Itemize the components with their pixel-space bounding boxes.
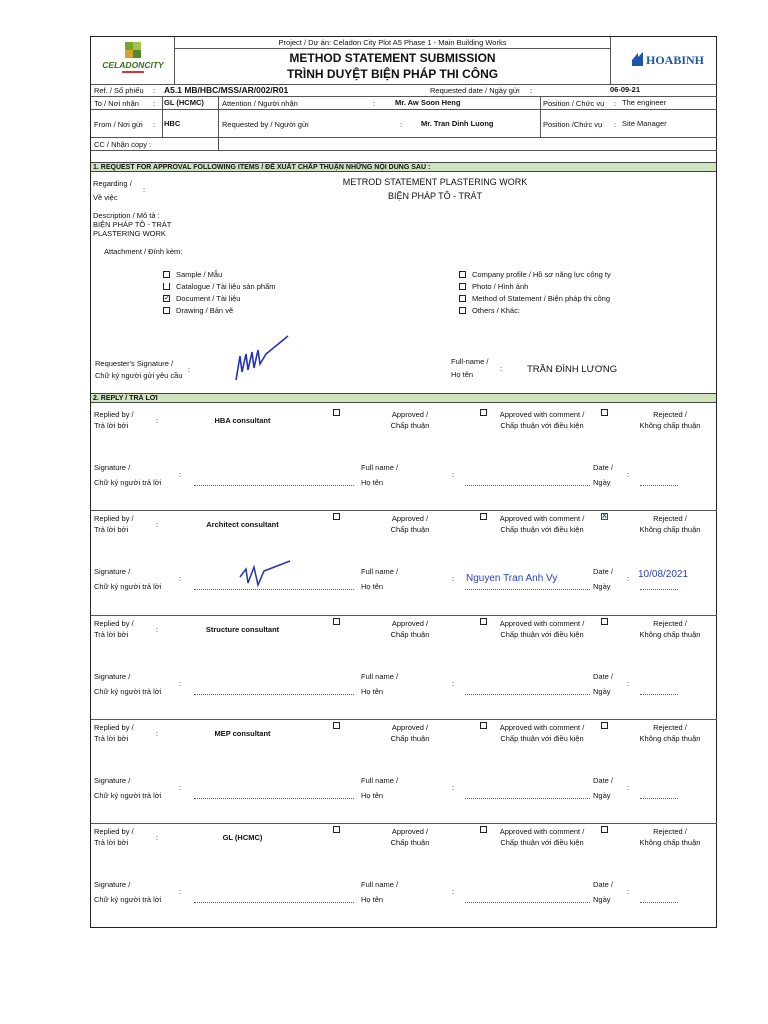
replied-by-label-vi: Trả lời bởi — [94, 525, 129, 534]
colon: : — [452, 470, 455, 479]
colon: : — [179, 574, 182, 583]
approved-with-comment-label-vi: Chấp thuận với điều kiện — [500, 630, 584, 639]
date-line[interactable] — [640, 798, 678, 799]
date-line[interactable] — [640, 589, 678, 590]
signature-label: Signature / — [94, 776, 131, 785]
ref-label: Ref. / Số phiếu — [94, 86, 144, 95]
attachment-document-label: Document / Tài liệu — [176, 294, 241, 303]
approved-with-comment-label: Approved with comment / — [499, 619, 585, 628]
requester-sig-label-2: Chữ ký người gửi yêu cầu — [95, 371, 183, 380]
colon: : — [452, 783, 455, 792]
attention-value: Mr. Aw Soon Heng — [395, 98, 461, 107]
approved-with-comment-label: Approved with comment / — [499, 514, 585, 523]
colon: : — [156, 625, 159, 634]
colon: : — [156, 729, 159, 738]
reply-divider — [91, 510, 717, 511]
approved-with-comment-checkbox[interactable] — [480, 722, 487, 729]
replied-by-value: Architect consultant — [206, 520, 279, 529]
replied-by-label: Replied by / — [94, 723, 134, 732]
regarding-label-2: Về việc — [93, 193, 118, 202]
rejected-checkbox[interactable] — [601, 618, 608, 625]
title-en: METHOD STATEMENT SUBMISSION — [289, 51, 496, 65]
fullname-label: Full name / — [361, 672, 399, 681]
section1-heading: 1. REQUEST FOR APPROVAL FOLLOWING ITEMS / ĐỀ XUẤT CHẤP THUẬN NHỮNG NỘI DUNG SAU : — [91, 162, 716, 172]
regarding-value-2: BIỆN PHÁP TÔ - TRÁT — [387, 191, 483, 201]
rejected-label: Rejected / — [653, 410, 687, 419]
colon: : — [179, 887, 182, 896]
fullname-label: Full name / — [361, 567, 399, 576]
replied-by-label-vi: Trả lời bởi — [94, 838, 129, 847]
approved-label: Approved / — [391, 514, 429, 523]
replied-by-value: HBA consultant — [214, 416, 271, 425]
approved-with-comment-checkbox[interactable] — [480, 826, 487, 833]
approved-with-comment-checkbox[interactable] — [480, 513, 487, 520]
date-line[interactable] — [640, 485, 678, 486]
celadon-logo — [96, 40, 170, 80]
approved-label-vi: Chấp thuận — [390, 525, 430, 534]
approved-label-vi: Chấp thuận — [390, 734, 430, 743]
replied-by-label-vi: Trả lời bởi — [94, 734, 129, 743]
project-name: Project / Dự án: Celadon City Plot A5 Phase 1 - Main Building Works — [278, 38, 507, 47]
attachment-sample-checkbox[interactable] — [163, 271, 170, 278]
info-divider-2 — [91, 96, 717, 97]
approved-with-comment-label: Approved with comment / — [499, 410, 585, 419]
approved-checkbox[interactable] — [333, 722, 340, 729]
attachment-catalogue-checkbox[interactable] — [163, 283, 170, 290]
description-label: Description / Mô tả : — [93, 211, 160, 220]
approved-checkbox[interactable] — [333, 409, 340, 416]
approved-checkbox[interactable] — [333, 826, 340, 833]
colon: : — [452, 574, 455, 583]
attachment-drawing-checkbox[interactable] — [163, 307, 170, 314]
rejected-label-vi: Không chấp thuận — [639, 630, 701, 639]
date-label: Date / — [593, 463, 614, 472]
fullname-label-2: Họ tên — [451, 370, 474, 379]
approved-with-comment-label-vi: Chấp thuận với điều kiện — [500, 421, 584, 430]
requester-signature — [228, 332, 292, 382]
reply-date-value: 10/08/2021 — [638, 569, 689, 580]
attachment-sample-label: Sample / Mẫu — [176, 270, 223, 279]
requester-sig-label-1: Requester's Signature / — [95, 359, 174, 368]
fullname-line[interactable] — [465, 902, 590, 903]
description-value-1: BIỆN PHÁP TÔ - TRÁT — [93, 220, 172, 229]
approved-label-vi: Chấp thuận — [390, 421, 430, 430]
date-label: Date / — [593, 776, 614, 785]
rejected-checkbox[interactable] — [601, 722, 608, 729]
position-label-2: Position /Chức vụ — [543, 120, 603, 129]
celadon-logo-text: CELADONCITY — [102, 60, 164, 70]
colon: : — [156, 520, 159, 529]
reply-fullname-value: Nguyen Tran Anh Vy — [466, 573, 558, 584]
cc-label: CC / Nhận copy : — [94, 140, 152, 149]
colon: : — [627, 783, 630, 792]
info-divider-4 — [91, 137, 717, 138]
fullname-line[interactable] — [465, 798, 590, 799]
info-vline-2 — [218, 96, 219, 150]
fullname-line[interactable] — [465, 485, 590, 486]
date-label: Date / — [593, 672, 614, 681]
attachment-method-label: Method of Statement / Biện pháp thi công — [472, 294, 611, 303]
colon: : — [179, 679, 182, 688]
rejected-checkbox[interactable]: X — [602, 513, 607, 520]
fullname-label: Full name / — [361, 880, 399, 889]
signature-label-vi: Chữ ký người trả lời — [94, 478, 162, 487]
requested-by-label: Requested by / Người gửi — [222, 120, 309, 129]
signature-label-vi: Chữ ký người trả lời — [94, 791, 162, 800]
colon: : — [627, 679, 630, 688]
colon: : — [627, 887, 630, 896]
replied-by-label-vi: Trả lời bởi — [94, 630, 129, 639]
position-label-1: Position / Chức vụ — [543, 99, 605, 108]
replied-by-value: MEP consultant — [214, 729, 271, 738]
replied-by-label: Replied by / — [94, 827, 134, 836]
colon: : — [452, 679, 455, 688]
attention-label: Attention / Người nhận — [222, 99, 298, 108]
rejected-label-vi: Không chấp thuận — [639, 734, 701, 743]
date-label-vi: Ngày — [593, 791, 611, 800]
date-label-vi: Ngày — [593, 478, 611, 487]
rejected-label-vi: Không chấp thuận — [639, 525, 701, 534]
approved-with-comment-checkbox[interactable] — [480, 409, 487, 416]
requested-date-label: Requested date / Ngày gửi — [430, 86, 520, 95]
approved-checkbox[interactable] — [333, 513, 340, 520]
hoabinh-logo — [630, 50, 710, 70]
colon: : — [452, 887, 455, 896]
reply-divider — [91, 719, 717, 720]
date-line[interactable] — [640, 902, 678, 903]
reply-divider — [91, 823, 717, 824]
signature-label-vi: Chữ ký người trả lời — [94, 582, 162, 591]
colon: : — [179, 470, 182, 479]
attachment-company-checkbox[interactable] — [459, 271, 466, 278]
approved-with-comment-label-vi: Chấp thuận với điều kiện — [500, 838, 584, 847]
attachment-others-checkbox[interactable] — [459, 307, 466, 314]
signature-label: Signature / — [94, 567, 131, 576]
rejected-label-vi: Không chấp thuận — [639, 421, 701, 430]
requested-date-value: 06-09-21 — [610, 85, 641, 94]
signature-line[interactable] — [194, 902, 354, 903]
fullname-label-vi: Họ tên — [361, 895, 384, 904]
signature-label: Signature / — [94, 672, 131, 681]
signature-line[interactable] — [194, 798, 354, 799]
rejected-label: Rejected / — [653, 827, 687, 836]
approved-label: Approved / — [391, 723, 429, 732]
attachment-photo-checkbox[interactable] — [459, 283, 466, 290]
colon: : — [156, 833, 159, 842]
regarding-label-1: Regarding / — [93, 179, 132, 188]
from-label: From / Nơi gửi — [94, 120, 143, 129]
date-label: Date / — [593, 880, 614, 889]
date-line[interactable] — [640, 694, 678, 695]
fullname-label-vi: Họ tên — [361, 582, 384, 591]
fullname-label: Full name / — [361, 463, 399, 472]
from-value: HBC — [164, 119, 181, 128]
colon: : — [627, 574, 630, 583]
fullname-line[interactable] — [465, 589, 590, 590]
description-value-2: PLASTERING WORK — [93, 229, 166, 238]
rejected-checkbox[interactable] — [601, 409, 608, 416]
date-label: Date / — [593, 567, 614, 576]
attachment-photo-label: Photo / Hình ảnh — [472, 282, 529, 291]
approved-label: Approved / — [391, 827, 429, 836]
approved-label: Approved / — [391, 410, 429, 419]
attachment-catalogue-label: Catalogue / Tài liệu sản phẩm — [176, 282, 276, 291]
fullname-line[interactable] — [465, 694, 590, 695]
approved-with-comment-label-vi: Chấp thuận với điều kiện — [500, 734, 584, 743]
signature-line[interactable] — [194, 694, 354, 695]
date-label-vi: Ngày — [593, 582, 611, 591]
approved-label-vi: Chấp thuận — [390, 630, 430, 639]
attachment-drawing-label: Drawing / Bản vẽ — [176, 306, 234, 315]
fullname-label-vi: Họ tên — [361, 791, 384, 800]
regarding-value-1: METROD STATEMENT PLASTERING WORK — [342, 177, 528, 187]
attachment-label: Attachment / Đính kèm: — [104, 247, 183, 256]
signature-label: Signature / — [94, 880, 131, 889]
rejected-label: Rejected / — [653, 514, 687, 523]
signature-line[interactable] — [194, 485, 354, 486]
attachment-method-checkbox[interactable] — [459, 295, 466, 302]
approved-with-comment-label-vi: Chấp thuận với điều kiện — [500, 525, 584, 534]
fullname-label-1: Full-name / — [451, 357, 489, 366]
to-value: GL (HCMC) — [164, 98, 204, 107]
requested-by-value: Mr. Tran Dinh Luong — [421, 119, 494, 128]
position-value-1: The engineer — [622, 98, 667, 107]
approved-with-comment-label: Approved with comment / — [499, 723, 585, 732]
fullname-label-vi: Họ tên — [361, 687, 384, 696]
to-label: To / Nơi nhận — [94, 99, 139, 108]
signature-line[interactable] — [194, 589, 354, 590]
title-vi: TRÌNH DUYỆT BIỆN PHÁP THI CÔNG — [286, 67, 499, 81]
info-vline-1 — [162, 96, 163, 137]
fullname-label-vi: Họ tên — [361, 478, 384, 487]
replied-by-value: Structure consultant — [205, 625, 280, 634]
rejected-checkbox[interactable] — [601, 826, 608, 833]
replied-by-label: Replied by / — [94, 514, 134, 523]
hoabinh-logo-text: HOABINH — [646, 53, 705, 67]
signature-label: Signature / — [94, 463, 131, 472]
rejected-label-vi: Không chấp thuận — [639, 838, 701, 847]
colon: : — [156, 416, 159, 425]
header-divider-right — [610, 37, 611, 84]
position-value-2: Site Manager — [622, 119, 667, 128]
replied-by-label-vi: Trả lời bởi — [94, 421, 129, 430]
info-divider-3 — [91, 109, 717, 110]
fullname-label: Full name / — [361, 776, 399, 785]
signature-label-vi: Chữ ký người trả lời — [94, 895, 162, 904]
signature-label-vi: Chữ ký người trả lời — [94, 687, 162, 696]
approved-checkbox[interactable] — [333, 618, 340, 625]
header-project-divider — [175, 48, 610, 49]
colon: : — [627, 470, 630, 479]
approved-label-vi: Chấp thuận — [390, 838, 430, 847]
attachment-others-label: Others / Khác: — [472, 306, 520, 315]
replied-by-label: Replied by / — [94, 619, 134, 628]
attachment-document-checkbox[interactable]: ✓ — [164, 295, 170, 302]
replied-by-label: Replied by / — [94, 410, 134, 419]
colon: : — [179, 783, 182, 792]
date-label-vi: Ngày — [593, 895, 611, 904]
approved-with-comment-checkbox[interactable] — [480, 618, 487, 625]
info-divider-5 — [91, 150, 717, 151]
rejected-label: Rejected / — [653, 619, 687, 628]
architect-signature — [238, 559, 294, 589]
date-label-vi: Ngày — [593, 687, 611, 696]
ref-value: A5.1 MB/HBC/MSS/AR/002/R01 — [164, 85, 289, 95]
replied-by-value: GL (HCMC) — [222, 833, 263, 842]
info-vline-3 — [540, 96, 541, 137]
attachment-company-label: Company profile / Hồ sơ năng lực công ty — [472, 270, 611, 279]
section2-heading: 2. REPLY / TRẢ LỜI — [91, 393, 716, 403]
approved-with-comment-label: Approved with comment / — [499, 827, 585, 836]
requester-fullname: TRẦN ĐÌNH LƯƠNG — [527, 364, 618, 375]
rejected-label: Rejected / — [653, 723, 687, 732]
approved-label: Approved / — [391, 619, 429, 628]
reply-divider — [91, 615, 717, 616]
